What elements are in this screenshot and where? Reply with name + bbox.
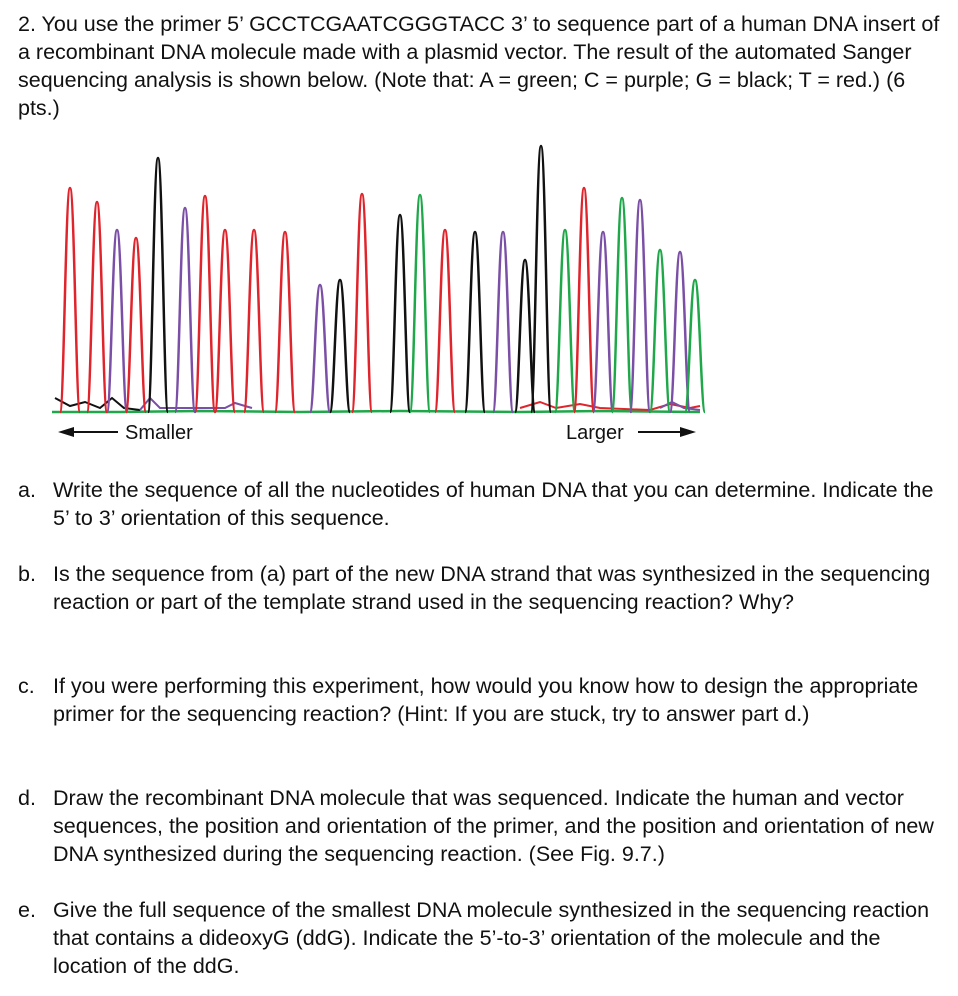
part-e-letter: e.: [18, 898, 36, 922]
peak-T: [126, 238, 146, 412]
peak-G: [531, 146, 551, 412]
peak-T: [352, 194, 372, 412]
part-e: [18, 896, 943, 980]
peak-T: [574, 188, 594, 412]
size-arrows: [58, 422, 696, 444]
part-b-letter: b.: [18, 562, 36, 586]
part-d: [18, 784, 943, 868]
peak-A: [410, 195, 430, 412]
peak-T: [215, 230, 235, 412]
chromatogram-peaks: [60, 146, 705, 412]
peak-T: [195, 196, 215, 412]
part-d-text: Draw the recombinant DNA molecule that was sequenced. Indicate the human and vector sequences, the position and orientation of the primer, and the position and orientation of new DNA synthesized during the sequencing reaction. (See Fig. 9.7.): [53, 786, 934, 866]
part-c: [18, 672, 943, 728]
peak-G: [148, 158, 168, 412]
baseline-tail: [660, 402, 700, 410]
peak-C: [310, 285, 330, 412]
part-b: [18, 560, 943, 616]
larger-arrow-head: [680, 427, 696, 437]
peak-T: [60, 188, 80, 412]
peak-C: [630, 200, 650, 412]
peak-C: [593, 232, 613, 412]
part-a-letter: a.: [18, 478, 36, 502]
peak-A: [650, 250, 670, 412]
peak-G: [330, 280, 350, 412]
smaller-label: Smaller: [125, 422, 193, 444]
peak-A: [612, 198, 632, 412]
question-intro: 2. You use the primer 5’ GCCTCGAATCGGGTACC 3’ to sequence part of a human DNA insert of a recombinant DNA molecule made with a plasmid vector. The result of the automated Sanger sequencing analysis is shown below. (Note that: A = green; C = purple; G = black; T = red.) (6 pts.): [18, 12, 940, 120]
part-a: [18, 476, 943, 532]
peak-A: [555, 230, 575, 412]
sequencing-chromatogram: [0, 140, 760, 450]
part-b-text: Is the sequence from (a) part of the new DNA strand that was synthesized in the sequencing reaction or part of the template strand used in the sequencing reaction? Why?: [53, 562, 931, 614]
part-a-text: Write the sequence of all the nucleotides of human DNA that you can determine. Indicate the 5’ to 3’ orientation of this sequence.: [53, 478, 934, 530]
peak-G: [465, 232, 485, 412]
peak-T: [87, 202, 107, 412]
part-e-text: Give the full sequence of the smallest DNA molecule synthesized in the sequencing reaction that contains a dideoxyG (ddG). Indicate the 5’-to-3’ orientation of the molecule and the location of the ddG.: [53, 898, 930, 978]
larger-label: Larger: [566, 422, 624, 444]
peak-A: [685, 280, 705, 412]
peak-C: [107, 230, 127, 412]
peak-C: [175, 208, 195, 412]
peak-T: [435, 230, 455, 412]
peak-C: [493, 232, 513, 412]
smaller-arrow-head: [58, 427, 74, 437]
peak-G: [390, 215, 410, 412]
part-c-letter: c.: [18, 674, 35, 698]
part-c-text: If you were performing this experiment, how would you know how to design the appropriate primer for the sequencing reaction? (Hint: If you are stuck, try to answer part d.): [53, 674, 919, 726]
peak-T: [244, 230, 264, 412]
peak-T: [275, 232, 295, 412]
part-d-letter: d.: [18, 786, 36, 810]
